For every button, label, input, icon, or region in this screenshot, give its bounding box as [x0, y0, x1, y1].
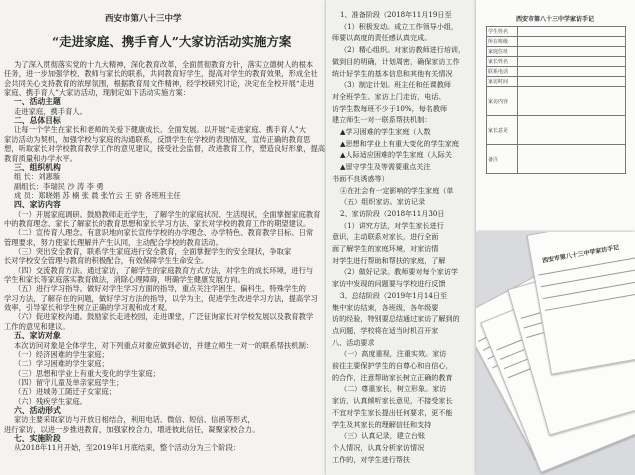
form-row-label: 家庭住址	[487, 47, 518, 57]
form-row-label: 家长姓名	[487, 57, 518, 67]
text-line: 为了深入贯彻落实党的十九大精神，深化教育改革，全面贯彻教育方针，落实立德树人的根本	[14, 60, 314, 69]
form-row-label: 所在班级	[487, 37, 518, 47]
text-line: 副组长：李瑞民 沙 涛 李 勇	[14, 181, 104, 191]
text-line: 学生和家长等家庭落实教育做法，消除心理障碍，明确学生健康发展方向。	[4, 275, 245, 285]
text-line: 管理要求，努力使家长理解并产生认同，主动配合学校的教育活动。	[4, 237, 223, 247]
text-line: 长对学校安全管理与教育的积极配合，有效保障学生生命安全。	[4, 256, 209, 266]
form-row	[487, 67, 626, 77]
continuation-line: 不宜对学生家长提出任何要求，更不能	[332, 407, 453, 417]
text-line: 本次访问对象是全体学生，对下列重点对象应做到必访，并建立师生一对一的联系帮扶机制：	[14, 340, 314, 350]
continuation-line: （三）认真记录，建立台账	[340, 431, 426, 441]
form-row-label: 学生姓名	[487, 27, 518, 37]
continuation-line: ▲人际适应困难的学生家庭（人际关	[340, 150, 452, 160]
form-row-value	[518, 57, 626, 67]
form-row-label: 家访内容	[487, 87, 518, 116]
text-line: （一）经济困难的学生家庭；	[14, 349, 109, 359]
continuation-line: （1）讲究方法，对学生家长进行	[340, 220, 444, 230]
section-heading: 五、家访对象	[14, 331, 61, 341]
continuation-line: ▲学习困难的学生家庭（人数	[340, 127, 431, 136]
form-row-value	[518, 77, 626, 87]
continuation-line: 建立师生一对一联系帮扶机制：	[332, 115, 432, 125]
text-line: 组 长：刘惠璇	[14, 172, 61, 182]
form-row-label: 家长意见	[487, 116, 518, 145]
form-row	[487, 27, 626, 37]
text-line: 家庭、携手育人”大家访活动，现制定如下活动实施方案：	[4, 88, 191, 98]
continuation-line: 意识，主动联系对家长，进行全面	[332, 232, 439, 242]
form-row-label: 家访时间	[487, 77, 518, 87]
form-row-value	[518, 145, 626, 174]
text-line: （六）残疾学生家庭。	[14, 396, 87, 406]
text-line: （三）思想和学业上有重大变化的学生家庭；	[14, 368, 160, 378]
continuation-line: 1、准备阶段（2018年11月19日至	[340, 10, 452, 19]
continuation-line: 家访中发现的问题要与学校进行反馈	[332, 279, 446, 289]
form-row-label: 联系电话	[487, 67, 518, 77]
text-line: 教育质量和办学水平。	[4, 153, 77, 163]
continuation-line: 对学生进行帮助和帮扶的家庭，了解	[332, 255, 446, 265]
text-line: 成 员：郑晓娟 苏 楠 张 晨 张竹云 王 骄 各班班主任	[14, 190, 181, 200]
form-row-value	[518, 27, 626, 37]
continuation-line: （一）高度重视，注重实效。家访	[340, 349, 447, 359]
text-line: （四）交流教育方法。通过家访，了解学生的家庭教育方式方法，对学生的成长环境，进行与	[14, 265, 314, 275]
form-row-value	[518, 37, 626, 47]
continuation-line: （二）尊重家长，树立形象。家访	[340, 384, 447, 394]
form-row	[487, 57, 626, 67]
continuation-line: 前往主要保护学生的自尊心和自信心，	[332, 361, 453, 370]
continuation-line: 3、总结阶段（2019年1月14日至	[340, 290, 448, 300]
text-line: 走进家庭，携手育人。	[14, 106, 87, 116]
continuation-line: 师要以高度的责任感认真完成。	[332, 33, 432, 43]
continuation-line: 对全班学生、家访上门走访，电话、	[332, 91, 446, 101]
form-row	[487, 47, 626, 57]
text-line: 会共同关心支持教育的浓厚氛围，根据教育局文件精神，经学校研究讨论，决定在全校开展“走进	[4, 78, 315, 88]
document-title: “走进家庭、携手育人”大家访活动实施方案	[52, 34, 292, 49]
text-line: （五）进行学习指导。做好对学生学习方面的指导，重点关注学困生、偏科生、特殊学生的	[14, 284, 306, 294]
form-row-value	[518, 87, 626, 116]
continuation-line: 点问题，学校将在适当时机召开家	[332, 325, 439, 335]
text-line: 学习方法，了解存在的问题，做好学习方法的指导，以学为主，促进学生改进学习方法，提高学习	[4, 293, 318, 303]
continuation-line: 面了解学生的家庭环境，对家访情	[332, 244, 439, 253]
continuation-line: 做到目的明确，计划周密，确保家访工作	[332, 56, 460, 66]
section-heading: 二、总体目标	[14, 116, 61, 126]
form-row-value	[518, 47, 626, 57]
continuation-line: 家访，认真倾听家长意见，不接受家长	[332, 396, 453, 406]
text-line: 中的教育理念、家长了解家长的教育思想和家长学习方法、家长对学校的教育工作的期望建议。	[4, 218, 311, 228]
continuation-line: ▲留守学生及等需要重点关注	[340, 162, 431, 172]
continuation-line: ④在社会有一定影响的学生家庭（单	[340, 185, 454, 195]
section-heading: 四、家访内容	[14, 200, 61, 210]
form-row	[487, 77, 626, 87]
continuation-line: 访的经验，特别要总结通过家访了解到的	[332, 314, 460, 324]
text-line: （六）促进家校沟通。鼓励家长走进校园，走进课堂，广泛征询家长对学校发展以及教育教学	[14, 312, 314, 322]
continuation-line: 八、活动要求	[332, 337, 375, 347]
text-line: 家访主要采取家访与开放日相结合，利用电话、微信、短信、信函等形式，	[14, 415, 255, 425]
form-row	[487, 145, 626, 174]
continuation-line: 书面不良诱惑等）	[332, 173, 389, 183]
form-row-value	[518, 67, 626, 77]
form-stack	[476, 232, 635, 475]
text-line: 工作的意见和建议。	[4, 321, 70, 331]
text-line: 家访活动为契机，加强学校与家庭的沟通联系，反馈学生在学校的表现情况，宣传正确的教育思	[4, 134, 311, 144]
form-row	[487, 87, 626, 116]
section-heading: 六、活动形式	[14, 405, 61, 415]
form-table	[486, 26, 626, 174]
text-line: （二）学习困难的学生家庭；	[14, 359, 109, 369]
continuation-page	[326, 0, 476, 475]
continuation-line: （2）精心组织。对家访教师进行培训，	[340, 45, 466, 55]
school-name: 西安市第八十三中学	[105, 14, 182, 24]
continuation-line: （3）制定计划。班主任和任课教师	[340, 80, 451, 90]
text-line: 想，听取家长对学校教育教学工作的意见建议，接受社会监督，改进教育工作，塑造良好形象，提高	[4, 144, 326, 154]
section-heading: 三、组织机构	[14, 162, 61, 172]
continuation-line: （五）组织家访。家访记录	[340, 197, 426, 207]
continuation-line: 工作的，对学生进行帮扶	[332, 454, 411, 464]
form-row	[487, 37, 626, 47]
continuation-line: ▲思想和学业上有重大变化的学生家庭	[340, 138, 459, 148]
section-heading: 七、实施阶段	[14, 434, 61, 443]
text-line: （四）留守儿童及单亲家庭学生；	[14, 377, 124, 387]
text-line: 从2018年11月开始，至2019年1月底结束，整个活动分为三个阶段：	[14, 443, 241, 453]
form-row-label: 备注	[487, 145, 518, 174]
form-row	[487, 116, 626, 145]
continuation-line: 个人情况，认真分析家访情况	[332, 442, 425, 452]
continuation-line: 学生及其家长的理解信任和支持	[332, 419, 432, 429]
stack-form-title: 西安市第八十三中学家访手记	[541, 244, 620, 265]
continuation-line: 集中家访结束，各班级，各年级要	[332, 302, 439, 312]
text-line: （二）宣传育人理念。有意识地向家长宣传学校的办学理念、办学特色、教育教学目标、日常	[14, 228, 314, 238]
continuation-line: 2、家访阶段（2018年11月30日	[340, 208, 445, 218]
continuation-line: 的合作，注意帮助家长树立正确的教育	[332, 372, 453, 382]
text-line: 效率，引导家长和学生树立正确的学习观和成才观。	[4, 303, 172, 313]
text-line: （三）突出安全教育，联系学生家庭进行安全教育，全面掌握学生的安全现状，争取家	[14, 247, 292, 256]
continuation-line: 统计好学生的基本信息和其他有关情况	[332, 68, 453, 78]
text-line: 任务，进一步加强学校、教师与家长的联系，共同教育好学生，提高对学生的教育效果，形成全社	[4, 69, 318, 79]
text-line: 让每一个学生在家长和老师的关爱下健康成长、全面发展。以开展“走进家庭、携手育人”大	[14, 125, 307, 135]
form-title: 西安市第八十三中学家访手记	[516, 16, 595, 23]
text-line: （一）开展家庭调研。鼓励教师走近学生，了解学生的家庭状况、生活现状，全面掌握家庭教育	[14, 209, 321, 219]
section-heading: 一、活动主题	[14, 97, 61, 107]
text-line: 进行家访，以进一步推进教育，加强家校合力，增进彼此信任，凝聚家校合力。	[4, 424, 260, 434]
continuation-line: （2）做好记录。教师要对每个家访学	[340, 267, 459, 277]
continuation-line: （1）积极发动。成立工作领导小组，	[340, 21, 459, 31]
text-line: （五）进城务工随迁子女家庭；	[14, 387, 117, 397]
continuation-line: 访学生数每班不少于10%，每名教师	[332, 103, 448, 113]
home-visit-form-page	[476, 0, 635, 232]
form-row-value	[518, 116, 626, 145]
